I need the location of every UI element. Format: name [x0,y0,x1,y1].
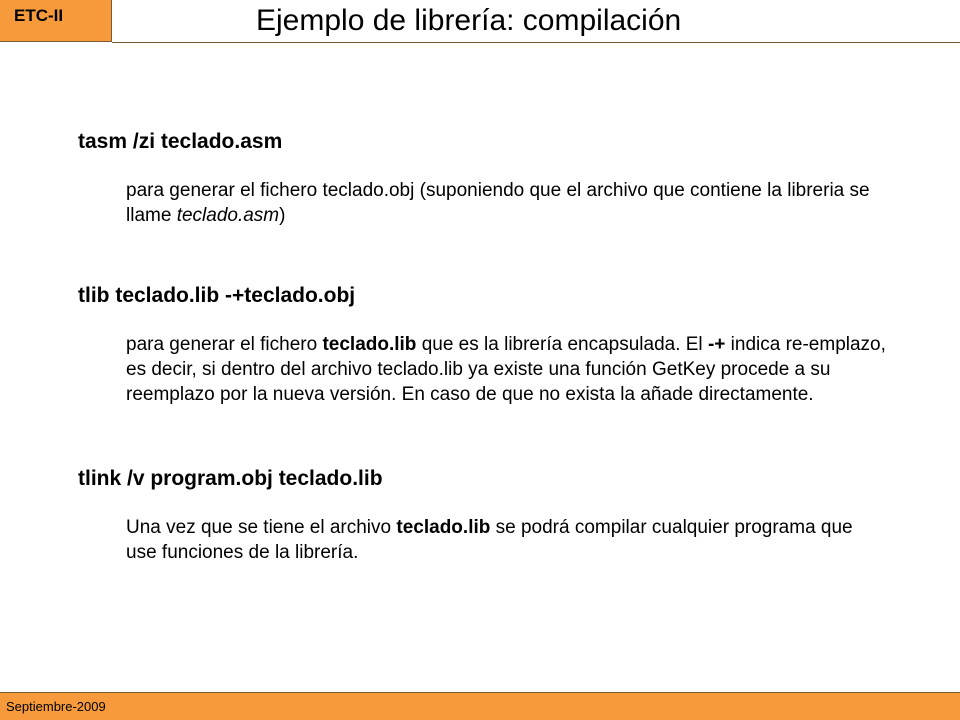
description-text: se podrá compilar cualquier programa que use funciones de la librería. [126,517,853,563]
description-text: indica re-emplazo, es decir, si dentro del archivo teclado.lib ya existe una función GetKey procede a su reemplazo por la nueva versión. En caso de que no exista la añade directamente. [126,334,886,405]
command-block [78,465,878,565]
command-description [126,515,886,565]
description-text: Una vez que se tiene el archivo [126,517,397,538]
footer-date: Septiembre-2009 [6,699,106,714]
footer-bar [0,692,960,720]
description-italic: teclado.asm [176,205,280,226]
slide-title: Ejemplo de librería: compilación [256,4,682,37]
command-description [126,178,886,228]
title-underline [112,42,960,43]
slide-content [78,128,886,565]
command-text: tlib teclado.lib -+teclado.obj [78,284,356,307]
description-text: para generar el fichero [126,334,323,355]
description-bold: teclado.lib [396,517,491,538]
command-text: tasm /zi teclado.asm [78,130,283,153]
description-bold: teclado.lib [322,334,417,355]
description-text: para generar el fichero teclado.obj (suponiendo que el archivo que contiene la libreria se llame [126,180,870,226]
description-bold: -+ [707,334,726,355]
description-text: que es la librería encapsulada. El [416,334,708,355]
command-text: tlink /v program.obj teclado.lib [78,467,383,490]
command-block [78,128,878,228]
course-label: ETC-II [14,6,64,25]
command-block [78,282,886,407]
command-description [126,332,886,407]
description-text: ) [279,205,286,226]
course-label-box [0,0,112,42]
